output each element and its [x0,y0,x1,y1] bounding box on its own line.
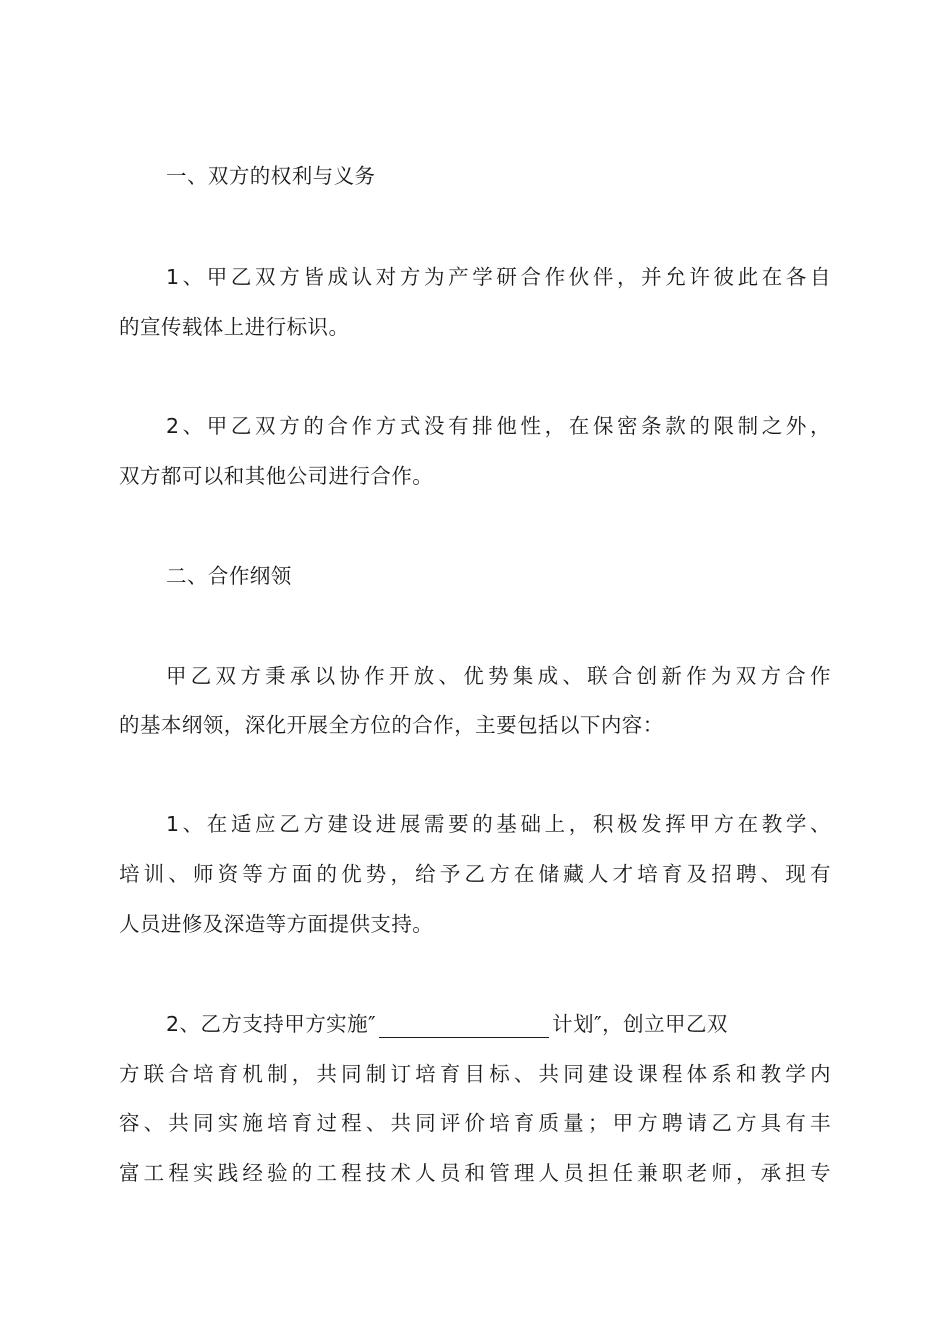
section2-intro-line1: 甲乙双方秉承以协作开放、优势集成、联合创新作为双方合作 [166,664,831,688]
section2-item2-line3: 容、共同实施培育过程、共同评价培育质量；甲方聘请乙方具有丰 [119,1111,831,1135]
fill-in-blank [379,1015,549,1038]
section2-intro-line2: 的基本纲领，深化开展全方位的合作，主要包括以下内容： [119,713,664,737]
section1-item1-line2: 的宣传载体上进行标识。 [119,315,350,339]
section1-item2-line2: 双方都可以和其他公司进行合作。 [119,464,434,488]
section2-item2-line2: 方联合培育机制，共同制订培育目标、共同建设课程体系和教学内 [119,1062,831,1086]
section1-item2-line1: 2、甲乙双方的合作方式没有排他性，在保密条款的限制之外， [166,414,831,438]
section2-item2-line1 [166,1010,831,1038]
section2-item2-line4: 富工程实践经验的工程技术人员和管理人员担任兼职老师，承担专 [119,1161,831,1185]
section2-item1-line3: 人员进修及深造等方面提供支持。 [119,912,434,936]
section2-item1-line2: 培训、师资等方面的优势，给予乙方在储藏人才培育及招聘、现有 [119,862,831,886]
section2-heading: 二、合作纲领 [166,564,292,588]
section1-item1-line1: 1、甲乙双方皆成认对方为产学研合作伙伴，并允许彼此在各自 [166,265,831,289]
section2-item1-line1: 1、在适应乙方建设进展需要的基础上，积极发挥甲方在教学、 [166,812,831,836]
section2-item2-suffix: 计划″，创立甲乙双 [552,1012,728,1036]
section1-heading: 一、双方的权利与义务 [166,164,376,188]
section2-item2-prefix: 2、乙方支持甲方实施″ [166,1012,377,1036]
